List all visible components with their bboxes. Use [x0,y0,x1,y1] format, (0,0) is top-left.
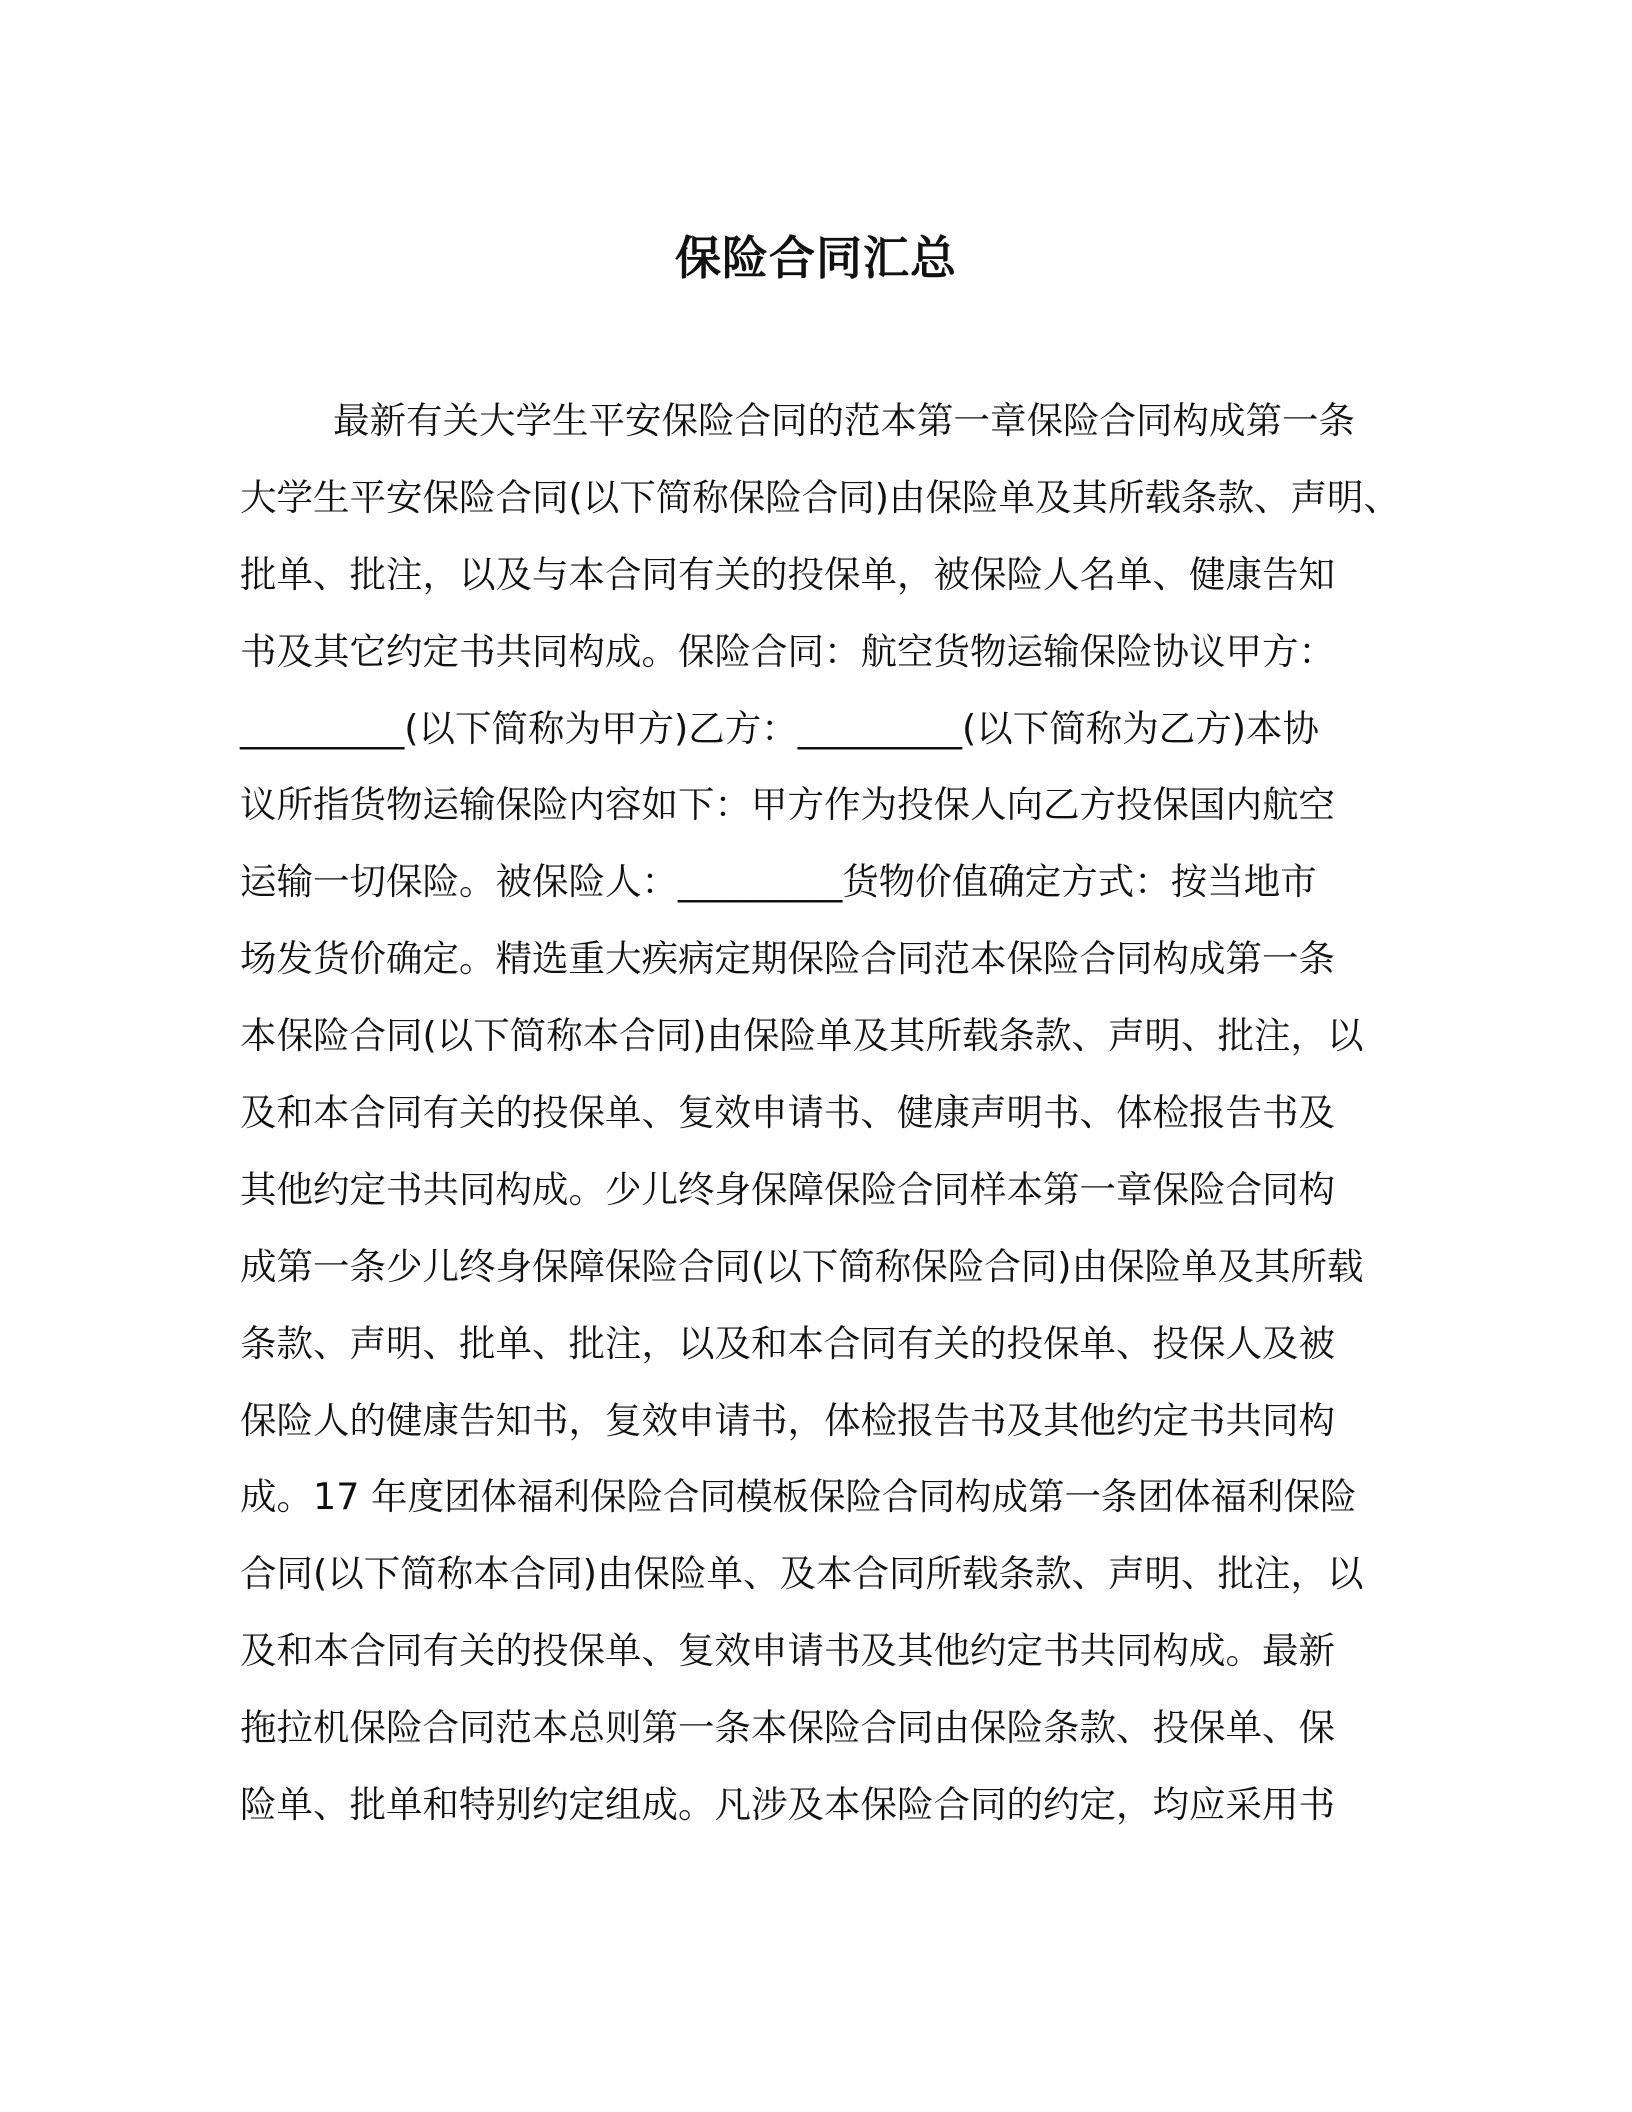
body-line: 最新有关大学生平安保险合同的范本第一章保险合同构成第一条 [333,399,1355,442]
body-line: 条款、声明、批单、批注，以及和本合同有关的投保单、投保人及被 [240,1321,1335,1365]
body-line: 拖拉机保险合同范本总则第一条本保险合同由保险条款、投保单、保 [240,1706,1335,1750]
body-line: 成。17 年度团体福利保险合同模板保险合同构成第一条团体福利保险 [240,1475,1357,1519]
body-line: 成第一条少儿终身保障保险合同(以下简称保险合同)由保险单及其所载 [240,1244,1364,1288]
document-title: 保险合同汇总 [675,231,957,285]
body-line: 书及其它约定书共同构成。保险合同：航空货物运输保险协议甲方： [240,629,1335,673]
body-line: 其他约定书共同构成。少儿终身保障保险合同样本第一章保险合同构 [240,1167,1335,1211]
body-line: 运输一切保险。被保险人：_________货物价值确定方式：按当地市 [240,860,1317,904]
body-line: 保险人的健康告知书，复效申请书，体检报告书及其他约定书共同构 [240,1398,1335,1442]
body-line: 及和本合同有关的投保单、复效申请书、健康声明书、体检报告书及 [240,1091,1335,1135]
body-line: 大学生平安保险合同(以下简称保险合同)由保险单及其所载条款、声明、 [240,475,1400,519]
body-line: 本保险合同(以下简称本合同)由保险单及其所载条款、声明、批注，以 [240,1014,1364,1058]
document-body [240,398,1420,1859]
body-line: 及和本合同有关的投保单、复效申请书及其他约定书共同构成。最新 [240,1629,1335,1673]
body-line: 批单、批注，以及与本合同有关的投保单，被保险人名单、健康告知 [240,552,1335,596]
body-line: _________(以下简称为甲方)乙方：_________(以下简称为乙方)本协 [240,706,1319,750]
body-line: 险单、批单和特别约定组成。凡涉及本保险合同的约定，均应采用书 [240,1783,1335,1827]
body-line: 议所指货物运输保险内容如下：甲方作为投保人向乙方投保国内航空 [240,783,1335,827]
body-line: 合同(以下简称本合同)由保险单、及本合同所载条款、声明、批注，以 [240,1552,1364,1596]
body-line: 场发货价确定。精选重大疾病定期保险合同范本保险合同构成第一条 [240,937,1335,981]
